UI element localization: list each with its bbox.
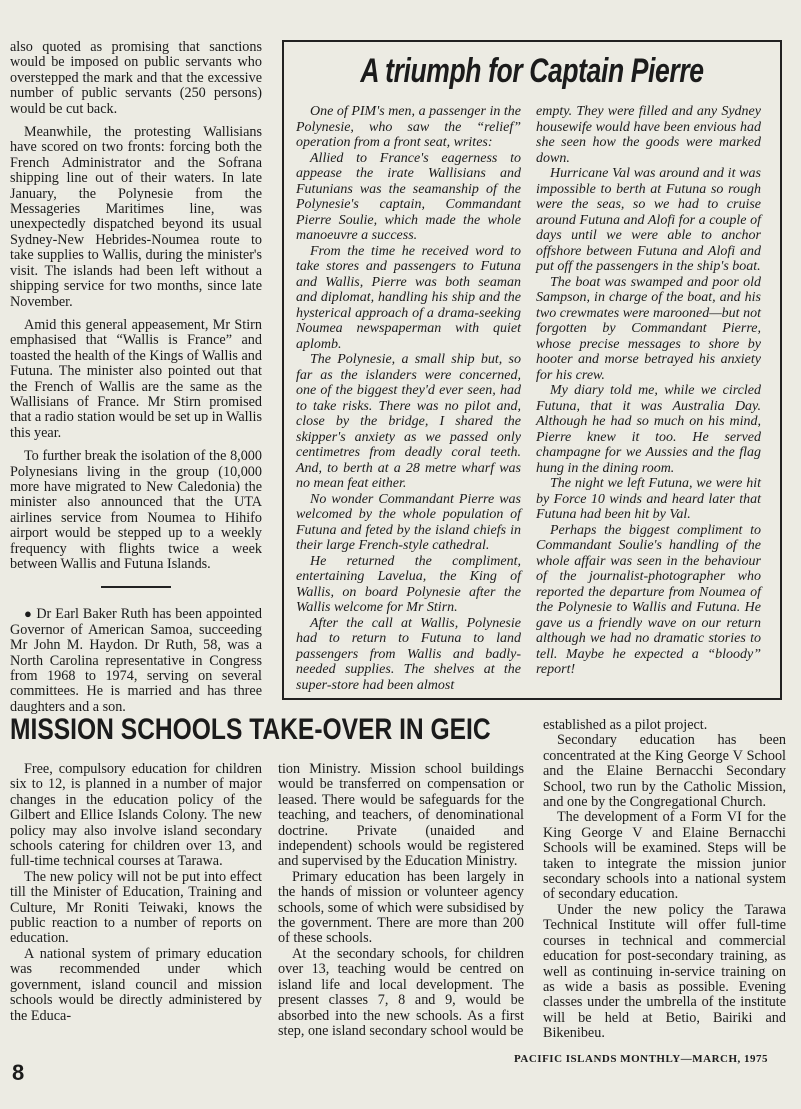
- mission-headline: MISSION SCHOOLS TAKE-OVER IN GEIC: [10, 713, 491, 746]
- feature-paragraph: From the time he received word to take stores and passengers to Futuna and Wallis, Pierre was both seaman and diplomat, handling his ship and the hysterical approach of a drama-seeking Noumea newspaperman with quiet aplomb.: [296, 243, 521, 352]
- feature-title: A triumph for Captain Pierre: [360, 52, 704, 90]
- left-column: [10, 40, 262, 723]
- feature-column-1: [296, 104, 521, 693]
- mission-paragraph: A national system of primary education was recommended under which government, island council and mission schools would be directly administered by the Educa-: [10, 945, 262, 1024]
- feature-paragraph: My diary told me, while we circled Futuna, that it was Australia Day. Although he had so much on his mind, Pierre knew it too. He served champagne for we Aussies and the flag hung in the dining room.: [536, 383, 761, 476]
- mission-paragraph: The new policy will not be put into effect till the Minister of Education, Training and Culture, Mr Roniti Teiwaki, knows the public reaction to a number of reports on education.: [10, 868, 262, 947]
- bullet-icon: ●: [24, 606, 33, 622]
- feature-paragraph: No wonder Commandant Pierre was welcomed by the whole population of Futuna and feted by the island chiefs in their large French-style cathedral.: [296, 491, 521, 553]
- section-divider: [101, 586, 171, 588]
- mission-paragraph: Free, compulsory education for children six to 12, is planned in a number of major changes in the education policy of the Gilbert and Ellice Islands Colony. The new policy may also involve island secondary schools catering for children over 13, and full-time technical courses at Tarawa.: [10, 761, 262, 870]
- left-paragraph-4: To further break the isolation of the 8,000 Polynesians living in the group (10,000 more have migrated to New Caledonia) the minister also announced that the UTA airlines service from Noumea to Hihifo airport would be stepped up to a weekly frequency with flights twice a week between Wallis and Futuna Islands.: [10, 448, 262, 572]
- feature-column-2: [536, 104, 761, 678]
- feature-paragraph: Perhaps the biggest compliment to Commandant Soulie's handling of the whole affair was seen in the behaviour of the journalist-photographer who reported the departure from Noumea of the Polynesie to Wallis and Futuna. He gave us a friendly wave on our return although we had no dramatic stories to tell. Maybe he expected a “bloody” report!: [536, 522, 761, 677]
- left-paragraph-5: [10, 606, 262, 715]
- feature-paragraph: After the call at Wallis, Polynesie had to return to Futuna to land passengers from Wallis and badly-needed supplies. The shelves at the super-store had been almost: [296, 615, 521, 693]
- feature-paragraph: He returned the compliment, entertaining Lavelua, the King of Wallis, on board Polynesie after the Wallis welcome for Mr Stirn.: [296, 553, 521, 615]
- mission-column-1: [10, 762, 262, 1024]
- feature-paragraph: Allied to France's eagerness to appease the irate Wallisians and Futunians was the seamanship of the Polynesie's captain, Commandant Pierre Soulie, which made the whole manoeuvre a success.: [296, 150, 521, 243]
- feature-paragraph: The boat was swamped and poor old Sampson, in charge of the boat, and his two crewmates were marooned—but not forgotten by Commandant Pierre, whose precise messages to shore by hooter and morse betrayed his anxiety for his crew.: [536, 274, 761, 383]
- mission-paragraph: Primary education has been largely in the hands of mission or volunteer agency schools, some of which were subsidised by the government. There are more than 200 of these schools.: [278, 868, 524, 947]
- page-number: 8: [12, 1060, 25, 1085]
- mission-column-2: [278, 762, 524, 1039]
- feature-paragraph: One of PIM's men, a passenger in the Polynesie, who saw the “relief” operation from a front seat, writes:: [296, 104, 521, 150]
- feature-box: [282, 40, 782, 700]
- mission-paragraph: established as a pilot project.: [543, 717, 708, 733]
- publication-footer: PACIFIC ISLANDS MONTHLY—MARCH, 1975: [514, 1053, 769, 1065]
- mission-paragraph: Under the new policy the Tarawa Technical Institute will offer full-time courses in technical and commercial education for post-secondary training, as well as continuing in-service training on as wide a basis as possible. Evening classes under the umbrella of the institute will be held at Betio, Bairiki and Bikenibeu.: [543, 901, 786, 1042]
- mission-paragraph: tion Ministry. Mission school buildings would be transferred on compensation or leased. There would be safeguards for the teaching, and teachers, of denominational doctrine. Private (unaided and independent) schools would be registered and supervised by the Education Ministry.: [278, 761, 524, 870]
- feature-paragraph: empty. They were filled and any Sydney housewife would have been envious had she seen how the goods were marked down.: [536, 104, 761, 166]
- left-paragraph-1: also quoted as promising that sanctions would be imposed on public servants who overstepped the mark and that the excessive number of public servants (250 persons) would be cut back.: [10, 39, 262, 117]
- mission-column-3: [543, 718, 786, 1042]
- mission-paragraph: Secondary education has been concentrated at the King George V School and the Elaine Bernacchi Secondary School, two run by the Catholic Mission, and one by the Congregational Church.: [543, 732, 786, 811]
- governor-news-text: Dr Earl Baker Ruth has been appointed Governor of American Samoa, succeeding Mr John M. Haydon. Dr Ruth, 58, was a North Carolina representative in Congress from 1968 to 1974, serving on several committees. He is married and has three daughters and a son.: [10, 606, 262, 715]
- feature-paragraph: Hurricane Val was around and it was impossible to berth at Futuna so rough were the seas, so we had to cruise around Futuna and Alofi for a couple of days until we were able to anchor offshore between Futuna and Alofi and put off the passengers in the ship's boat.: [536, 166, 761, 274]
- mission-paragraph: At the secondary schools, for children over 13, teaching would be centred on island life and local development. The present classes 7, 8 and 9, would be absorbed into the new schools. As a first step, one island secondary school would be: [278, 945, 524, 1039]
- mission-paragraph: The development of a Form VI for the King George V and Elaine Bernacchi Schools will be examined. Steps will be taken to integrate the mission junior secondary schools into a national system of secondary education.: [543, 809, 786, 903]
- left-paragraph-3: Amid this general appeasement, Mr Stirn emphasised that “Wallis is France” and toasted the health of the Kings of Wallis and Futuna. The minister also pointed out that the French of Wallis are the same as the Wallisians of France. Mr Stirn promised that a radio station would be set up in Wallis this year.: [10, 316, 262, 441]
- feature-paragraph: The Polynesie, a small ship but, so far as the islanders were concerned, one of the biggest they'd ever seen, had to take risks. There was no pilot and, close by the bridge, I shared the skipper's anxiety as we passed only centimetres from deadly coral teeth. And, to berth at a 28 metre wharf was no mean feat either.: [296, 352, 521, 491]
- left-paragraph-2: Meanwhile, the protesting Wallisians have scored on two fronts: forcing both the French Administrator and the Sofrana shipping line out of their waters. In late January, the Polynesie from the Messageries Maritimes line, was unexpectedly dispatched beyond its usual Sydney-New Hebrides-Noumea route to take supplies to Wallis, during the minister's visit. The islands had been left without a shipping service for two months, since late November.: [10, 124, 262, 310]
- feature-paragraph: The night we left Futuna, we were hit by Force 10 winds and heard later that Futuna had been hit by Val.: [536, 476, 761, 522]
